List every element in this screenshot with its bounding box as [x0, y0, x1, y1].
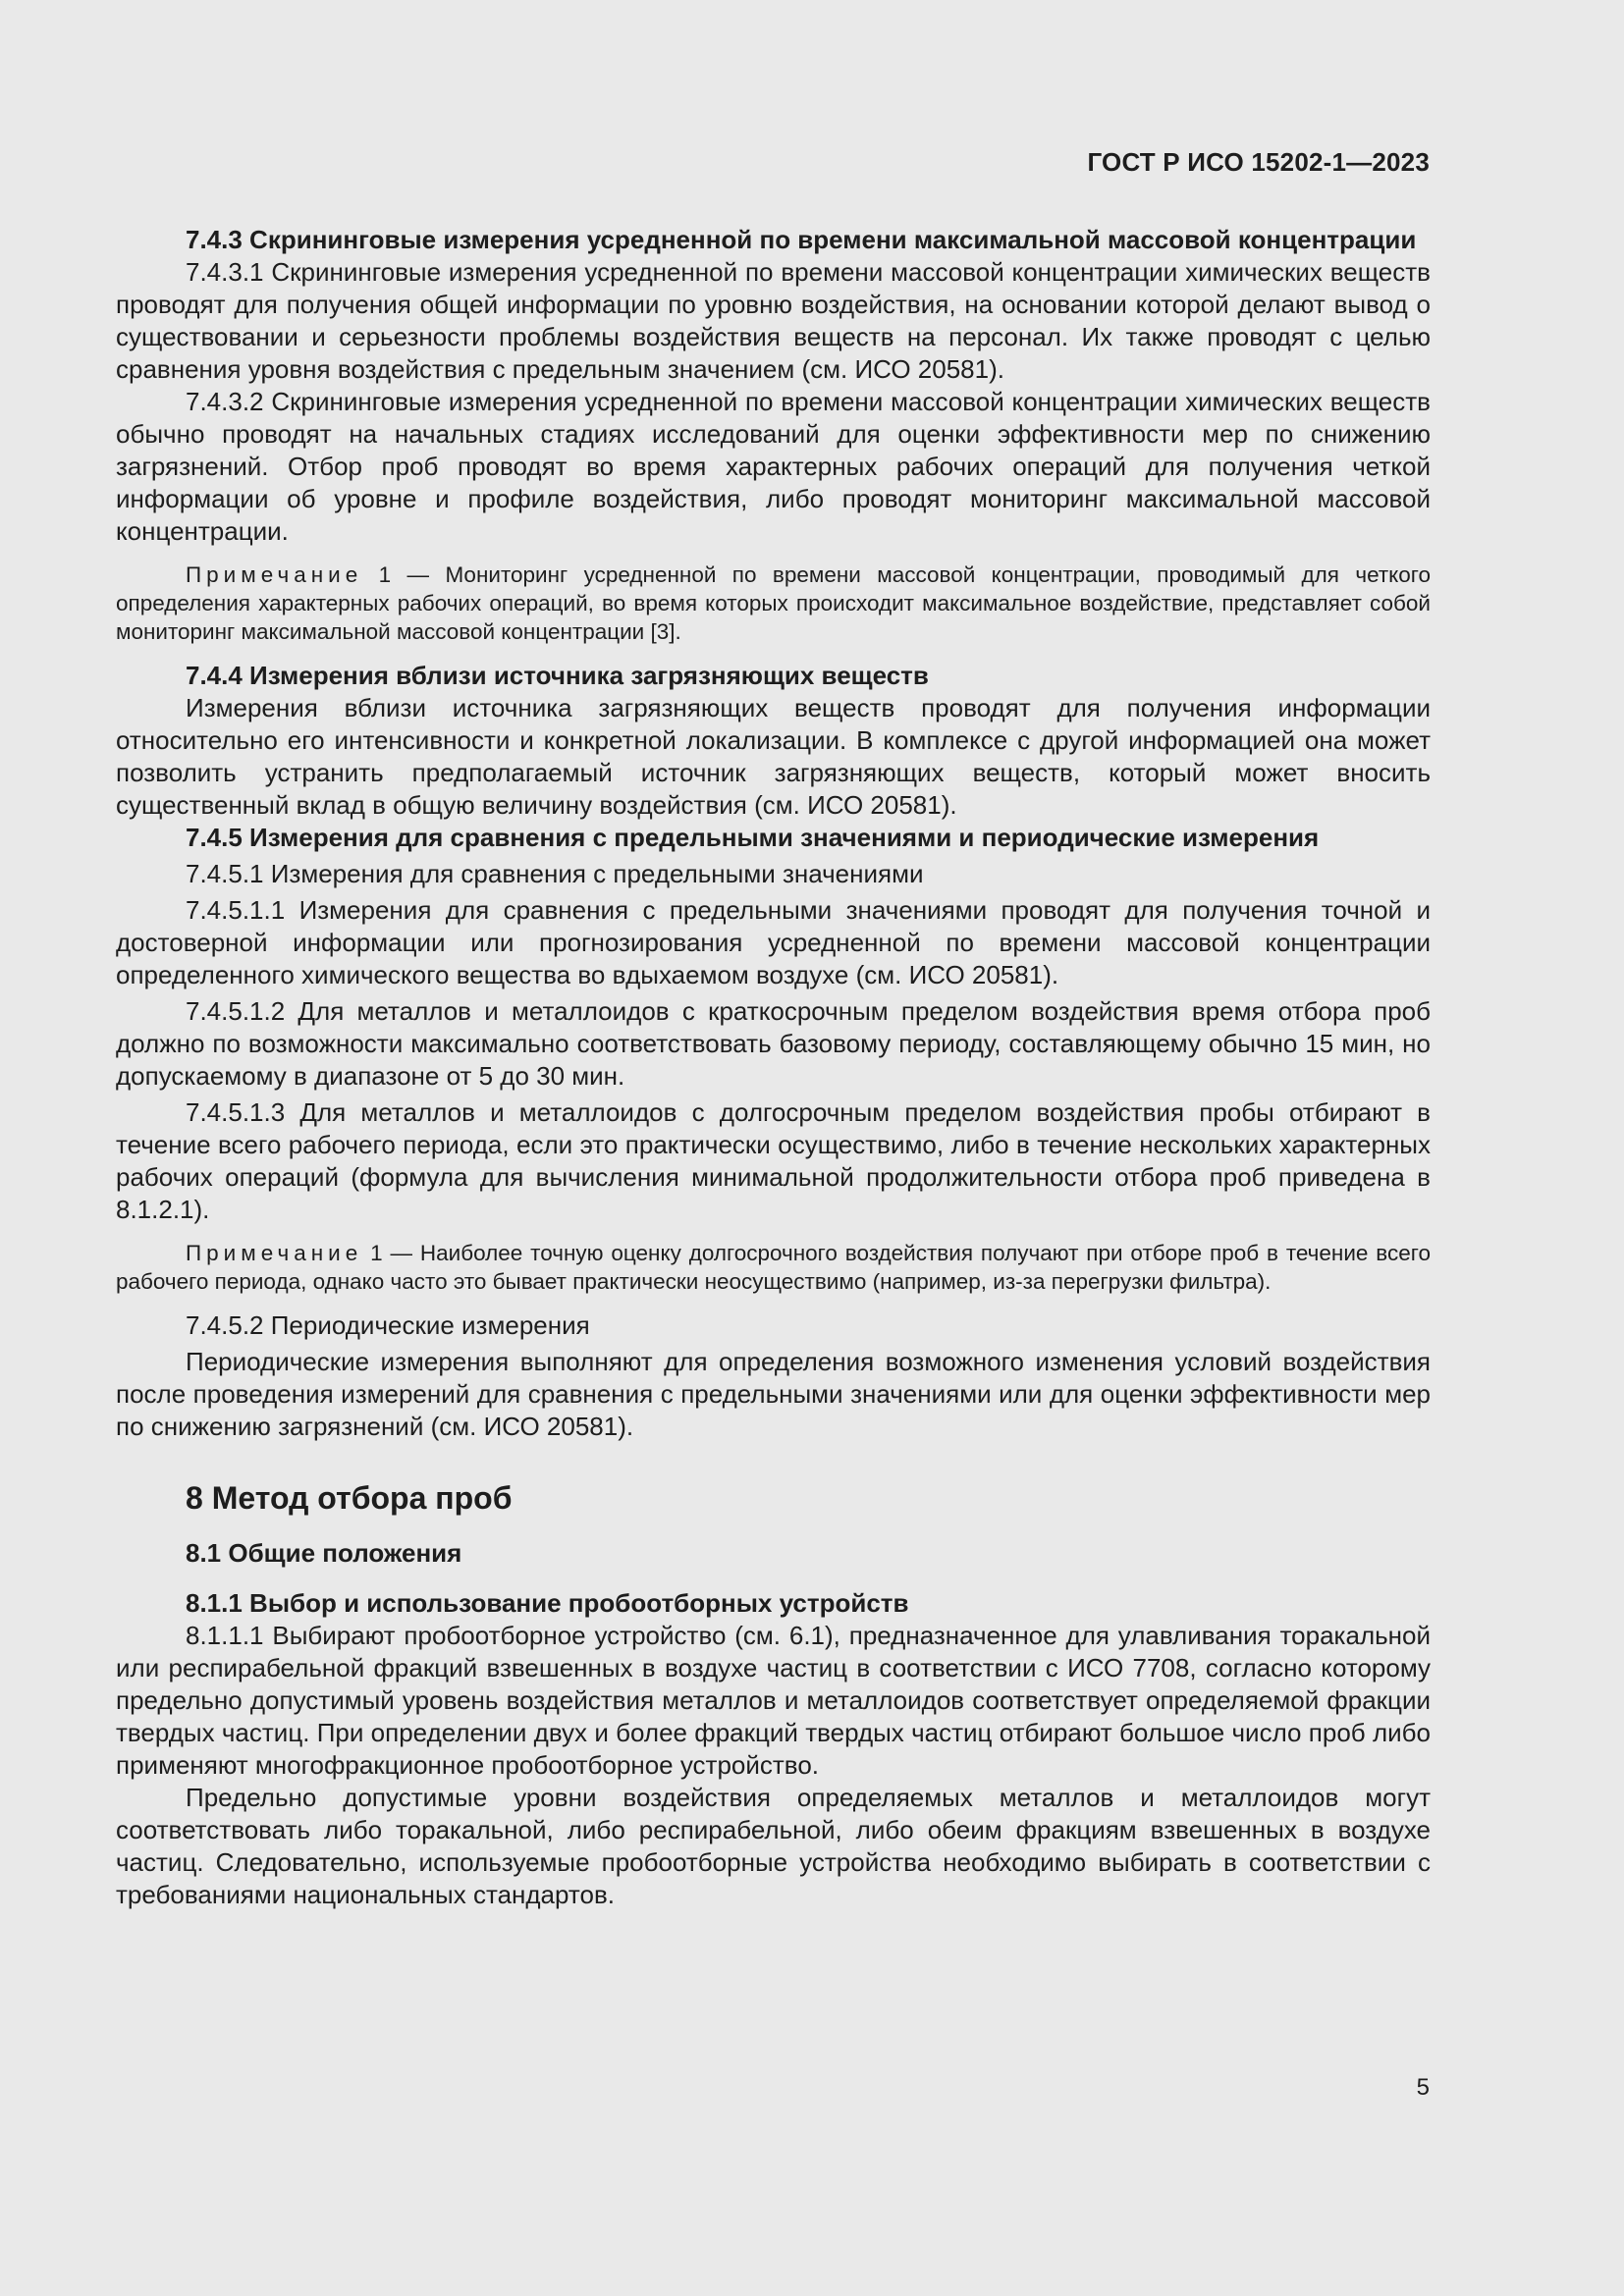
paragraph-7-4-5-1-3: 7.4.5.1.3 Для металлов и металлоидов с долгосрочным пределом воздействия пробы отбирают в течение всего рабочего периода, если это практически осуществимо, либо в течение нескольких характерных рабочих операций (формула для вычисления минимальной продолжительности отбора проб приведена в 8.1.2.1).	[116, 1097, 1431, 1224]
note-1	[116, 561, 1431, 646]
note-label: Примечание	[186, 562, 363, 587]
note-text: 1 — Мониторинг усредненной по времени массовой концентрации, проводимый для четкого определения характерных рабочих операций, во время которых происходит максимальное воздействие, представляет собой мониторинг максимальной массовой концентрации [3].	[116, 562, 1431, 644]
paragraph-7-4-5-1-2: 7.4.5.1.2 Для металлов и металлоидов с краткосрочным пределом воздействия время отбора проб должно по возможности максимально соответствовать базовому периоду, составляющему обычно 15 мин, но допускаемому в диапазоне от 5 до 30 мин.	[116, 996, 1431, 1091]
section-7-4-4-heading: 7.4.4 Измерения вблизи источника загрязняющих веществ	[186, 661, 929, 690]
paragraph-8-1-1-1: 8.1.1.1 Выбирают пробоотборное устройство (см. 6.1), предназначенное для улавливания торакальной или респирабельной фракций взвешенных в воздухе частиц в соответствии с ИСО 7708, согласно которому предельно допустимый уровень воздействия металлов и металлоидов соответствует определяемой фракции твердых частиц. При определении двух и более фракций твердых частиц отбирают большое число проб либо применяют многофракционное пробоотборное устройство.	[116, 1621, 1431, 1780]
note-label: Примечание	[186, 1241, 363, 1265]
paragraph-7-4-3-2: 7.4.3.2 Скрининговые измерения усредненной по времени массовой концентрации химических веществ обычно проводят на начальных стадиях исследований для оценки эффективности мер по снижению загрязнений. Отбор проб проводят во время характерных рабочих операций для получения четкой информации об уровне и профиле воздействия, либо проводят мониторинг максимальной массовой концентрации.	[116, 387, 1431, 546]
section-8-1-1-heading: 8.1.1 Выбор и использование пробоотборных устройств	[186, 1588, 909, 1618]
section-8-1-heading: 8.1 Общие положения	[186, 1538, 462, 1568]
section-7-4-5-2-heading: 7.4.5.2 Периодические измерения	[186, 1310, 590, 1340]
document-header-id: ГОСТ Р ИСО 15202-1—2023	[1087, 147, 1430, 177]
section-7-4-5-1-heading: 7.4.5.1 Измерения для сравнения с предельными значениями	[186, 859, 924, 888]
note-2	[116, 1239, 1431, 1296]
paragraph-7-4-5-2: Периодические измерения выполняют для определения возможного изменения условий воздействия после проведения измерений для сравнения с предельными значениями или для оценки эффективности мер по снижению загрязнений (см. ИСО 20581).	[116, 1347, 1431, 1441]
section-8-heading: 8 Метод отбора проб	[186, 1480, 513, 1516]
paragraph-8-1-1-1-continued: Предельно допустимые уровни воздействия определяемых металлов и металлоидов могут соответствовать либо торакальной, либо респирабельной, либо обеим фракциям взвешенных в воздухе частиц. Следовательно, используемые пробоотборные устройства необходимо выбирать в соответствии с требованиями национальных стандартов.	[116, 1783, 1431, 1909]
paragraph-7-4-4: Измерения вблизи источника загрязняющих веществ проводят для получения информации относительно его интенсивности и конкретной локализации. В комплексе с другой информацией она может позволить устранить предполагаемый источник загрязняющих веществ, который может вносить существенный вклад в общую величину воздействия (см. ИСО 20581).	[116, 693, 1431, 820]
document-body	[116, 224, 1431, 1911]
section-7-4-5-heading: 7.4.5 Измерения для сравнения с предельными значениями и периодические измерения	[186, 823, 1320, 852]
paragraph-7-4-5-1-1: 7.4.5.1.1 Измерения для сравнения с предельными значениями проводят для получения точной и достоверной информации или прогнозирования усредненной по времени массовой концентрации определенного химического вещества во вдыхаемом воздухе (см. ИСО 20581).	[116, 895, 1431, 989]
note-text: 1 — Наиболее точную оценку долгосрочного воздействия получают при отборе проб в течение всего рабочего периода, однако часто это бывает практически неосуществимо (например, из-за перегрузки фильтра).	[116, 1241, 1431, 1294]
section-7-4-3-heading: 7.4.3 Скрининговые измерения усредненной по времени максимальной массовой концентрации	[186, 225, 1417, 254]
paragraph-7-4-3-1: 7.4.3.1 Скрининговые измерения усредненной по времени массовой концентрации химических веществ проводят для получения общей информации по уровню воздействия, на основании которой делают вывод о существовании и серьезности проблемы воздействия веществ на персонал. Их также проводят с целью сравнения уровня воздействия с предельным значением (см. ИСО 20581).	[116, 257, 1431, 384]
page-number: 5	[1416, 2074, 1430, 2101]
